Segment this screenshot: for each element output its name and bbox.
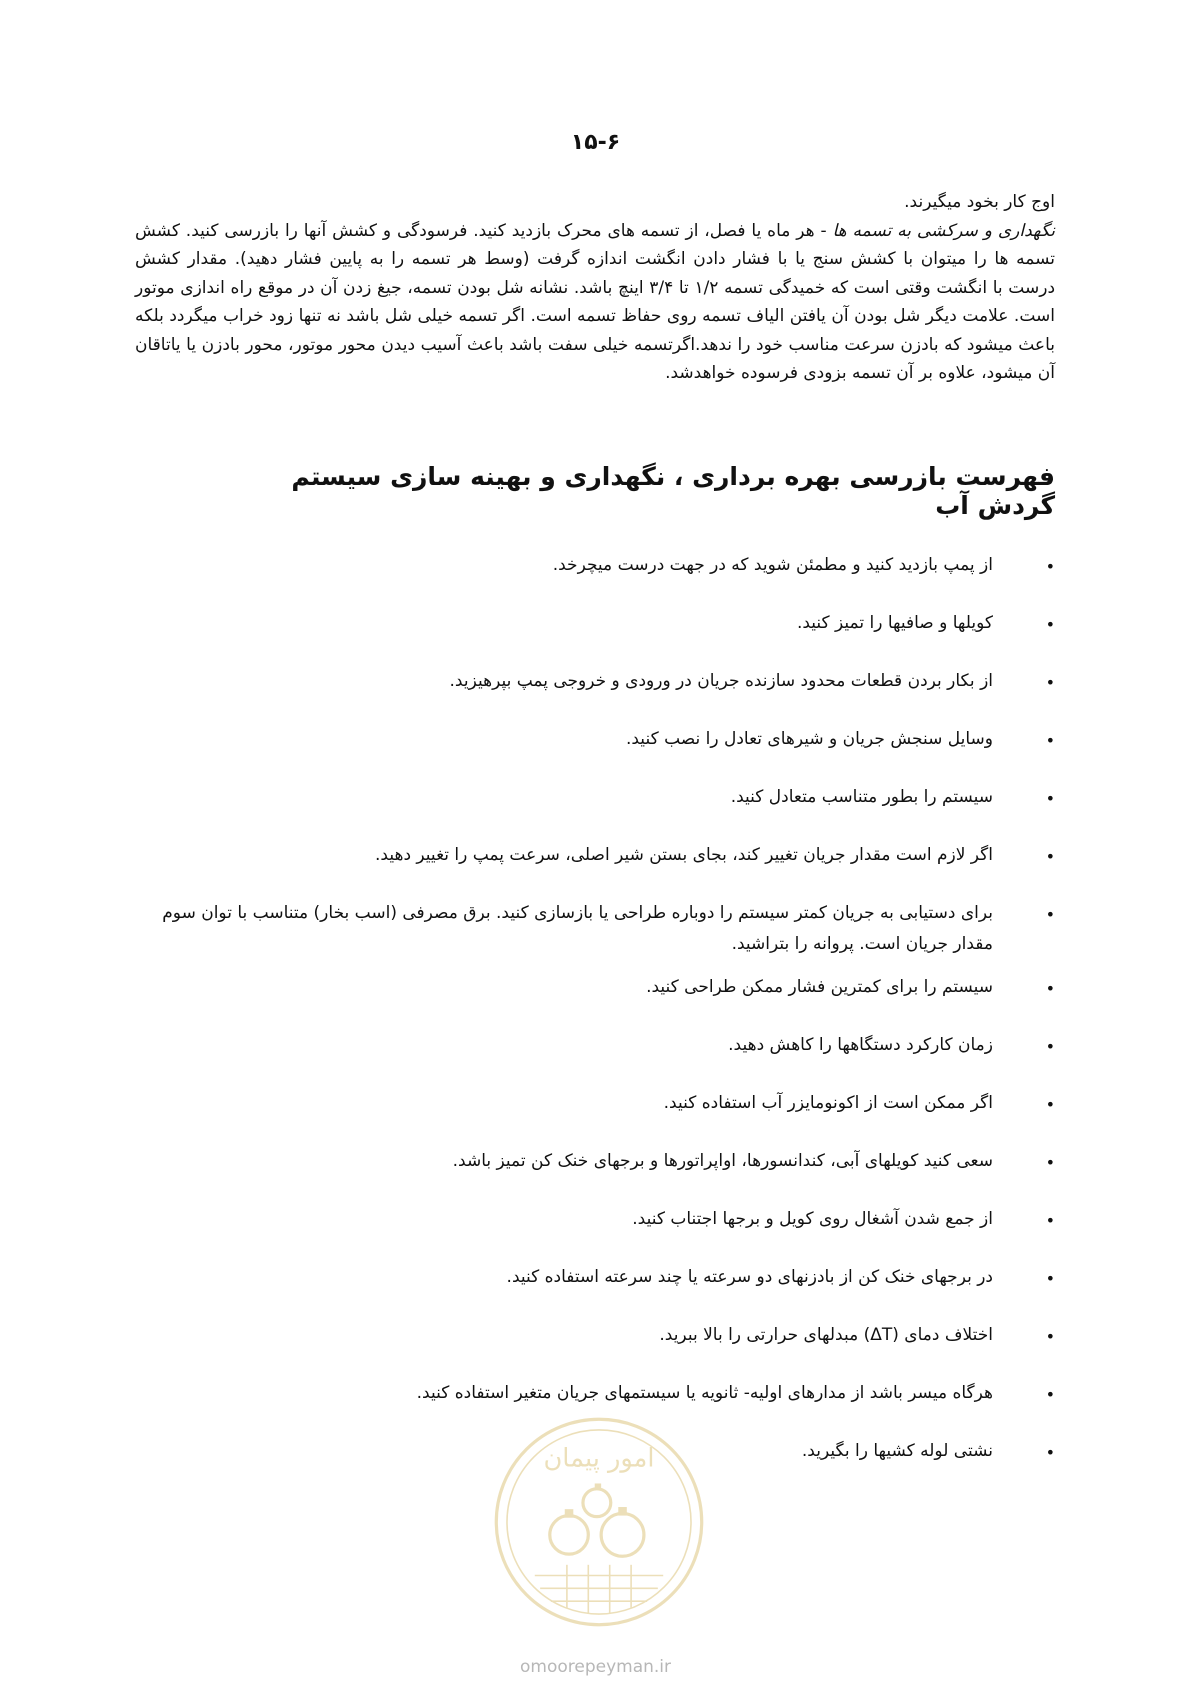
checklist-item: • سعی کنید کویلهای آبی، کندانسورها، اواپراتورها و برجهای خنک کن تمیز باشد.	[135, 1146, 1055, 1177]
bullet-icon: •	[1045, 1037, 1055, 1056]
checklist-item: • زمان کارکرد دستگاهها را کاهش دهید.	[135, 1030, 1055, 1061]
bullet-icon: •	[1045, 1211, 1055, 1230]
watermark-text: امور پیمان	[543, 1443, 655, 1474]
bullet-icon: •	[1045, 1095, 1055, 1114]
bullet-icon: •	[1045, 731, 1055, 750]
checklist-item: • نشتی لوله کشیها را بگیرید.	[135, 1436, 1055, 1467]
checklist-item: • از بکار بردن قطعات محدود سازنده جریان در ورودی و خروجی پمپ بپرهیزید.	[135, 666, 1055, 697]
bullet-icon: •	[1045, 847, 1055, 866]
bullet-icon: •	[1045, 905, 1055, 924]
checklist-item: • از پمپ بازدید کنید و مطمئن شوید که در جهت درست میچرخد.	[135, 550, 1055, 581]
checklist-item: • وسایل سنجش جریان و شیرهای تعادل را نصب کنید.	[135, 724, 1055, 755]
checklist-heading: فهرست بازرسی بهره برداری ، نگهداری و بهینه سازی سیستم گردش آب	[291, 462, 1055, 520]
checklist-item: • هرگاه میسر باشد از مدارهای اولیه- ثانویه یا سیستمهای جریان متغیر استفاده کنید.	[135, 1378, 1055, 1409]
checklist	[135, 550, 1055, 1494]
checklist-item: • اگر لازم است مقدار جریان تغییر کند، بجای بستن شیر اصلی، سرعت پمپ را تغییر دهید.	[135, 840, 1055, 871]
bullet-icon: •	[1045, 673, 1055, 692]
checklist-item: • اگر ممکن است از اکونومایزر آب استفاده کنید.	[135, 1088, 1055, 1119]
bullet-icon: •	[1045, 979, 1055, 998]
checklist-item: • اختلاف دمای (ΔT) مبدلهای حرارتی را بالا ببرید.	[135, 1320, 1055, 1351]
checklist-item: • در برجهای خنک کن از بادزنهای دو سرعته یا چند سرعته استفاده کنید.	[135, 1262, 1055, 1293]
checklist-item: • کویلها و صافیها را تمیز کنید.	[135, 608, 1055, 639]
bullet-icon: •	[1045, 789, 1055, 808]
page-number: ۱۵-۶	[570, 130, 621, 155]
belt-maintenance-topic: نگهداری و سرکشی به تسمه ها	[832, 220, 1055, 241]
checklist-item: • سیستم را بطور متناسب متعادل کنید.	[135, 782, 1055, 813]
bullet-icon: •	[1045, 557, 1055, 576]
bullet-icon: •	[1045, 1327, 1055, 1346]
belt-maintenance-text: - هر ماه یا فصل، از تسمه های محرک بازدید کنید. فرسودگی و کشش آنها را بازرسی کنید. کشش تسمه ها را میتوان با کشش سنج یا با فشار دادن انگشت اندازه گرفت (وسط هر تسمه را به پایین فشار دهید). مقدار کشش درست با انگشت وقتی است که خمیدگی تسمه ۱/۲ تا ۳/۴ اینچ باشد. نشانه شل بودن تسمه، جیغ زدن آن در موقع راه اندازی موتور است. علامت دیگر شل بودن آن یافتن الیاف تسمه روی حفاظ تسمه است. اگر تسمه خیلی شل باشد نه تنها زود خراب میگردد بلکه باعث میشود که بادزن سرعت مناسب خود را ندهد.اگرتسمه خیلی سفت باشد باعث آسیب دیدن محور موتور، محور بادزن یا یاتاقان آن میشود، علاوه بر آن تسمه بزودی فرسوده خواهدشد.	[135, 220, 1056, 383]
checklist-item: • برای دستیابی به جریان کمتر سیستم را دوباره طراحی یا بازسازی کنید. برق مصرفی (اسب بخار) متناسب با توان سوم مقدار جریان است. پروانه را بتراشید.	[135, 898, 1055, 960]
bullet-icon: •	[1045, 1385, 1055, 1404]
bullet-icon: •	[1045, 1269, 1055, 1288]
bullet-icon: •	[1045, 1153, 1055, 1172]
watermark-seal-icon	[492, 1415, 706, 1629]
website-footer	[0, 1657, 1191, 1677]
bullet-icon: •	[1045, 615, 1055, 634]
intro-paragraph	[135, 188, 1055, 388]
website-text: omoorepeyman.ir	[519, 1657, 672, 1677]
intro-first-line: اوج کار بخود میگیرند.	[904, 192, 1055, 212]
bullet-icon: •	[1045, 1443, 1055, 1462]
checklist-item: • از جمع شدن آشغال روی کویل و برجها اجتناب کنید.	[135, 1204, 1055, 1235]
checklist-item: • سیستم را برای کمترین فشار ممکن طراحی کنید.	[135, 972, 1055, 1003]
